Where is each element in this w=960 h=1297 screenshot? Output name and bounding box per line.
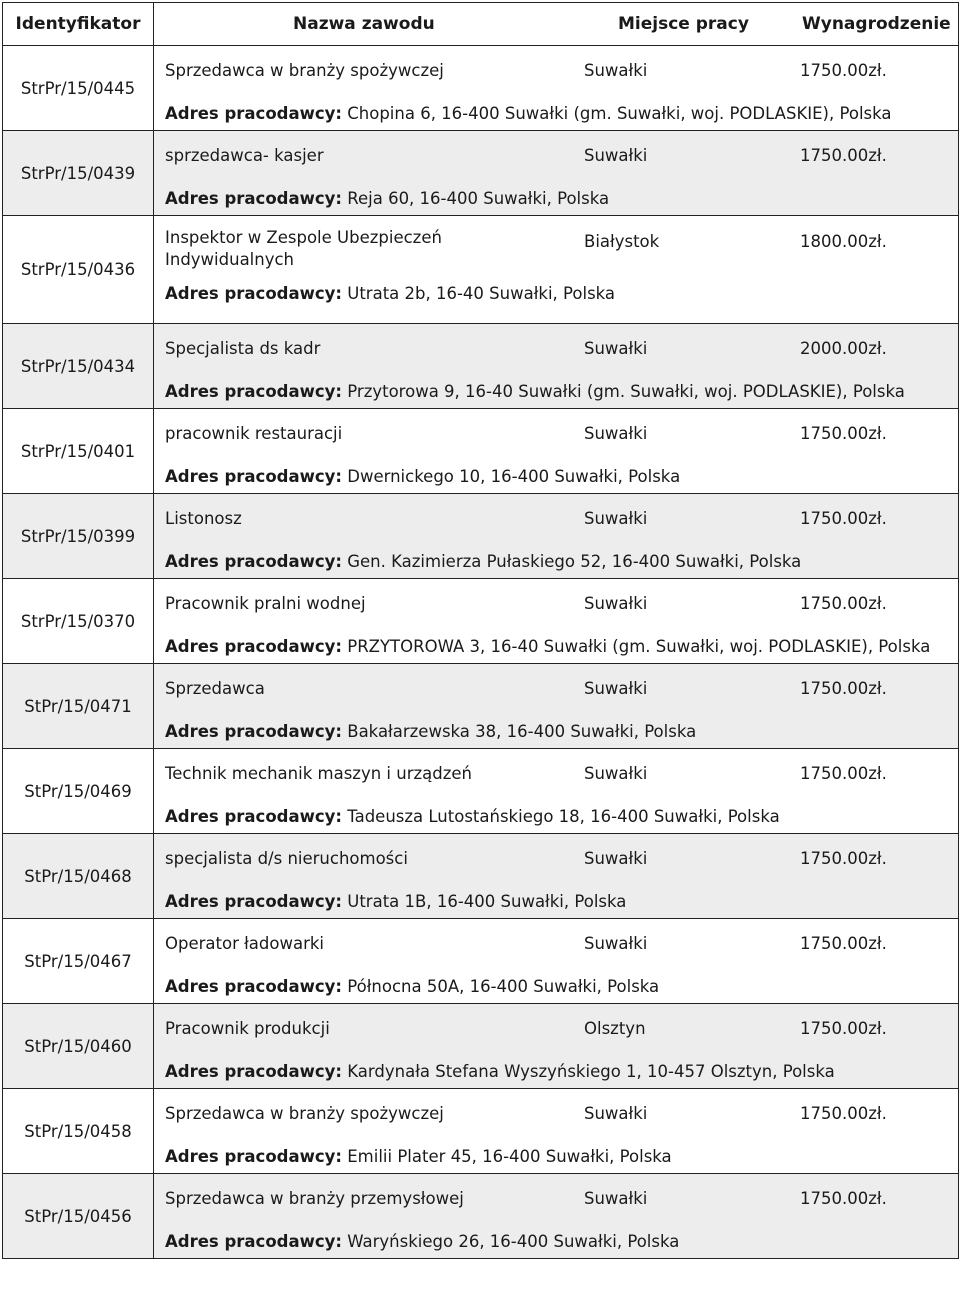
table-row [3,1089,959,1174]
employer-address-label: Adres pracodawcy: [165,1062,342,1081]
job-name: Sprzedawca w branży przemysłowej [165,1189,464,1208]
job-salary: 1750.00zł. [800,509,887,528]
job-location: Suwałki [584,594,648,613]
job-name: Operator ładowarki [165,934,324,953]
job-identifier: StPr/15/0460 [3,1004,154,1089]
job-details [154,494,959,579]
job-details [154,1174,959,1259]
job-identifier: StPr/15/0471 [3,664,154,749]
employer-address-label: Adres pracodawcy: [165,552,342,571]
table-row [3,131,959,216]
header-details [154,3,959,46]
job-identifier: StrPr/15/0370 [3,579,154,664]
employer-address [165,283,615,305]
job-name: Listonosz [165,509,242,528]
job-location: Suwałki [584,764,648,783]
job-details [154,834,959,919]
employer-address-value: Waryńskiego 26, 16-400 Suwałki, Polska [347,1232,680,1251]
employer-address-value: Tadeusza Lutostańskiego 18, 16-400 Suwałki, Polska [347,807,780,826]
employer-address [165,551,801,573]
job-salary: 1750.00zł. [800,934,887,953]
job-offers-table [2,2,959,1259]
job-salary: 1750.00zł. [800,764,887,783]
job-name: Sprzedawca [165,679,265,698]
table-row [3,664,959,749]
employer-address [165,806,780,828]
employer-address-label: Adres pracodawcy: [165,637,342,656]
job-details [154,46,959,131]
employer-address-label: Adres pracodawcy: [165,284,342,303]
job-location: Suwałki [584,424,648,443]
header-identifier: Identyfikator [3,3,154,46]
employer-address-value: Chopina 6, 16-400 Suwałki (gm. Suwałki, woj. PODLASKIE), Polska [347,104,892,123]
employer-address-label: Adres pracodawcy: [165,104,342,123]
job-details [154,749,959,834]
job-salary: 1800.00zł. [800,232,887,251]
table-row [3,46,959,131]
employer-address-value: PRZYTOROWA 3, 16-40 Suwałki (gm. Suwałki, woj. PODLASKIE), Polska [347,637,931,656]
table-row [3,494,959,579]
job-location: Białystok [584,232,660,251]
employer-address-label: Adres pracodawcy: [165,467,342,486]
job-details [154,664,959,749]
employer-address-label: Adres pracodawcy: [165,977,342,996]
job-name: Pracownik produkcji [165,1019,330,1038]
table-row [3,409,959,494]
table-row [3,834,959,919]
job-identifier: StPr/15/0469 [3,749,154,834]
job-location: Suwałki [584,339,648,358]
job-identifier: StrPr/15/0434 [3,324,154,409]
job-salary: 1750.00zł. [800,1189,887,1208]
job-identifier: StPr/15/0467 [3,919,154,1004]
job-salary: 1750.00zł. [800,61,887,80]
job-details [154,324,959,409]
job-salary: 1750.00zł. [800,849,887,868]
employer-address-label: Adres pracodawcy: [165,1147,342,1166]
employer-address-value: Utrata 1B, 16-400 Suwałki, Polska [347,892,627,911]
employer-address-label: Adres pracodawcy: [165,189,342,208]
table-row [3,216,959,324]
job-name: Inspektor w Zespole Ubezpieczeń Indywidualnych [165,228,442,269]
employer-address [165,466,680,488]
employer-address [165,636,930,658]
job-name: sprzedawca- kasjer [165,146,324,165]
job-details [154,1089,959,1174]
employer-address-label: Adres pracodawcy: [165,807,342,826]
table-row [3,579,959,664]
job-salary: 1750.00zł. [800,1019,887,1038]
table-body [3,46,959,1259]
job-salary: 1750.00zł. [800,594,887,613]
job-salary: 1750.00zł. [800,146,887,165]
employer-address-value: Kardynała Stefana Wyszyńskiego 1, 10-457 Olsztyn, Polska [347,1062,835,1081]
employer-address-label: Adres pracodawcy: [165,722,342,741]
employer-address-value: Reja 60, 16-400 Suwałki, Polska [347,189,610,208]
job-name: Sprzedawca w branży spożywczej [165,1104,444,1123]
employer-address [165,1146,672,1168]
employer-address [165,976,659,998]
table-row [3,749,959,834]
job-identifier: StrPr/15/0399 [3,494,154,579]
employer-address [165,1231,679,1253]
employer-address-value: Północna 50A, 16-400 Suwałki, Polska [347,977,660,996]
job-location: Suwałki [584,61,648,80]
job-location: Suwałki [584,509,648,528]
job-salary: 1750.00zł. [800,679,887,698]
employer-address [165,188,609,210]
job-location: Suwałki [584,679,648,698]
job-details [154,1004,959,1089]
job-identifier: StrPr/15/0401 [3,409,154,494]
job-identifier: StrPr/15/0436 [3,216,154,324]
job-name: Sprzedawca w branży spożywczej [165,61,444,80]
job-details [154,919,959,1004]
header-job-name: Nazwa zawodu [293,14,435,34]
employer-address-value: Bakałarzewska 38, 16-400 Suwałki, Polska [347,722,697,741]
header-salary: Wynagrodzenie [802,14,951,34]
job-salary: 2000.00zł. [800,339,887,358]
employer-address-value: Przytorowa 9, 16-40 Suwałki (gm. Suwałki, woj. PODLASKIE), Polska [347,382,905,401]
job-location: Suwałki [584,849,648,868]
employer-address-value: Dwernickego 10, 16-400 Suwałki, Polska [347,467,681,486]
employer-address-value: Utrata 2b, 16-40 Suwałki, Polska [347,284,616,303]
employer-address-label: Adres pracodawcy: [165,382,342,401]
employer-address [165,891,626,913]
employer-address [165,1061,835,1083]
job-identifier: StPr/15/0458 [3,1089,154,1174]
job-name: specjalista d/s nieruchomości [165,849,408,868]
job-salary: 1750.00zł. [800,1104,887,1123]
job-details [154,131,959,216]
job-details [154,409,959,494]
job-location: Suwałki [584,1189,648,1208]
employer-address-label: Adres pracodawcy: [165,1232,342,1251]
job-location: Suwałki [584,146,648,165]
table-row [3,1174,959,1259]
job-location: Olsztyn [584,1019,646,1038]
employer-address [165,381,905,403]
job-identifier: StrPr/15/0445 [3,46,154,131]
job-location: Suwałki [584,1104,648,1123]
table-row [3,1004,959,1089]
employer-address-value: Gen. Kazimierza Pułaskiego 52, 16-400 Suwałki, Polska [347,552,802,571]
employer-address [165,721,696,743]
job-identifier: StrPr/15/0439 [3,131,154,216]
job-name: Specjalista ds kadr [165,339,321,358]
job-name: Technik mechanik maszyn i urządzeń [165,764,472,783]
job-name: Pracownik pralni wodnej [165,594,366,613]
employer-address [165,103,892,125]
job-identifier: StPr/15/0468 [3,834,154,919]
header-work-location: Miejsce pracy [618,14,749,34]
job-name: pracownik restauracji [165,424,343,443]
table-row [3,324,959,409]
job-location: Suwałki [584,934,648,953]
job-identifier: StPr/15/0456 [3,1174,154,1259]
employer-address-label: Adres pracodawcy: [165,892,342,911]
employer-address-value: Emilii Plater 45, 16-400 Suwałki, Polska [347,1147,672,1166]
job-details [154,579,959,664]
job-details [154,216,959,324]
job-salary: 1750.00zł. [800,424,887,443]
table-row [3,919,959,1004]
table-header-row [3,3,959,46]
